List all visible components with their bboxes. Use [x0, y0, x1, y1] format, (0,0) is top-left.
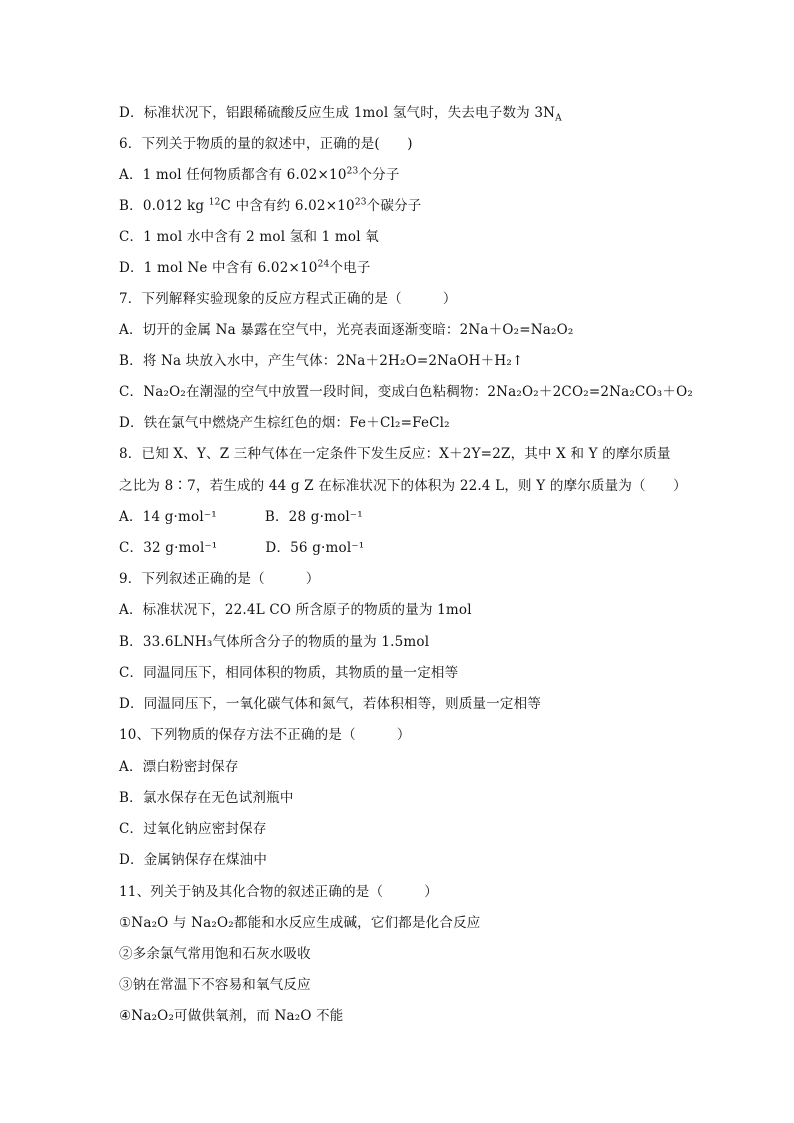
q6-option-a: A．1 mol 任何物质都含有 $6.02\times 10^{23}$个分子: [119, 166, 400, 183]
q9-stem: 9．下列叙述正确的是（ ）: [119, 571, 320, 587]
q6-option-d: D．1 mol Ne 中含有 $6.02\times 10^{24}$个电子: [119, 259, 371, 276]
q5-option-d: D．标准状况下，铝跟稀硫酸反应生成 1mol 氢气时，失去电子数为 $3N_A$: [119, 105, 562, 124]
q8-options-cd: [119, 538, 364, 558]
q10-option-b: B．氯水保存在无色试剂瓶中: [119, 790, 294, 806]
q8-option-c: C．32 g·mol⁻¹: [119, 540, 218, 556]
q8-option-b: B．28 g·mol⁻¹: [264, 509, 363, 525]
q8-stem-line2: 之比为 8∶7，若生成的 44 g Z 在标准状况下的体积为 22.4 L，则 Y 的摩尔质量为（ ）: [119, 478, 687, 494]
q6-option-c: C．1 mol 水中含有 2 mol 氢和 1 mol 氧: [119, 229, 379, 245]
q6-stem: 6．下列关于物质的量的叙述中，正确的是( ): [119, 136, 413, 152]
q10-option-d: D．金属钠保存在煤油中: [119, 852, 268, 868]
q10-stem: 10、下列物质的保存方法不正确的是（ ）: [119, 727, 411, 743]
q9-option-b: B．33.6LNH₃气体所含分子的物质的量为 1.5mol: [119, 634, 430, 650]
q9-option-a: A．标准状况下，22.4L CO 所含原子的物质的量为 1mol: [119, 602, 472, 618]
q8-options-ab: [119, 507, 363, 527]
q11-statement-4: ④Na₂O₂可做供氧剂，而 Na₂O 不能: [119, 1008, 344, 1024]
q11-stem: 11、列关于钠及其化合物的叙述正确的是（ ）: [119, 884, 438, 900]
q7-option-b: B．将 Na 块放入水中，产生气体：2Na＋2H₂O=2NaOH＋H₂↑: [119, 353, 524, 369]
q11-statement-3: ③钠在常温下不容易和氧气反应: [119, 977, 311, 993]
q6-option-b: B．0.012 kg $^{12}$C 中含有约 $6.02\times 10^{23}$个碳分子: [119, 197, 422, 214]
q11-statement-1: ①Na₂O 与 Na₂O₂都能和水反应生成碱，它们都是化合反应: [119, 915, 481, 931]
q7-stem: 7．下列解释实验现象的反应方程式正确的是（ ）: [119, 291, 457, 307]
q11-statement-2: ②多余氯气常用饱和石灰水吸收: [119, 946, 311, 962]
q10-option-a: A．漂白粉密封保存: [119, 759, 239, 775]
q7-option-c: C．Na₂O₂在潮湿的空气中放置一段时间，变成白色粘稠物：2Na₂O₂＋2CO₂=2Na₂CO₃＋O₂: [119, 384, 693, 400]
q7-option-d: D．铁在氯气中燃烧产生棕红色的烟：Fe＋Cl₂=FeCl₂: [119, 415, 450, 431]
q8-option-a: A．14 g·mol⁻¹: [119, 509, 217, 525]
q9-option-d: D．同温同压下，一氧化碳气体和氮气，若体积相等，则质量一定相等: [119, 696, 542, 712]
q8-stem-line1: 8．已知 X、Y、Z 三种气体在一定条件下发生反应：X＋2Y=2Z，其中 X 和 Y 的摩尔质量: [119, 446, 671, 462]
q10-option-c: C．过氧化钠应密封保存: [119, 821, 267, 837]
q9-option-c: C．同温同压下，相同体积的物质，其物质的量一定相等: [119, 665, 459, 681]
q8-option-d: D．56 g·mol⁻¹: [265, 540, 365, 556]
q7-option-a: A．切开的金属 Na 暴露在空气中，光亮表面逐渐变暗：2Na＋O₂=Na₂O₂: [119, 322, 574, 338]
